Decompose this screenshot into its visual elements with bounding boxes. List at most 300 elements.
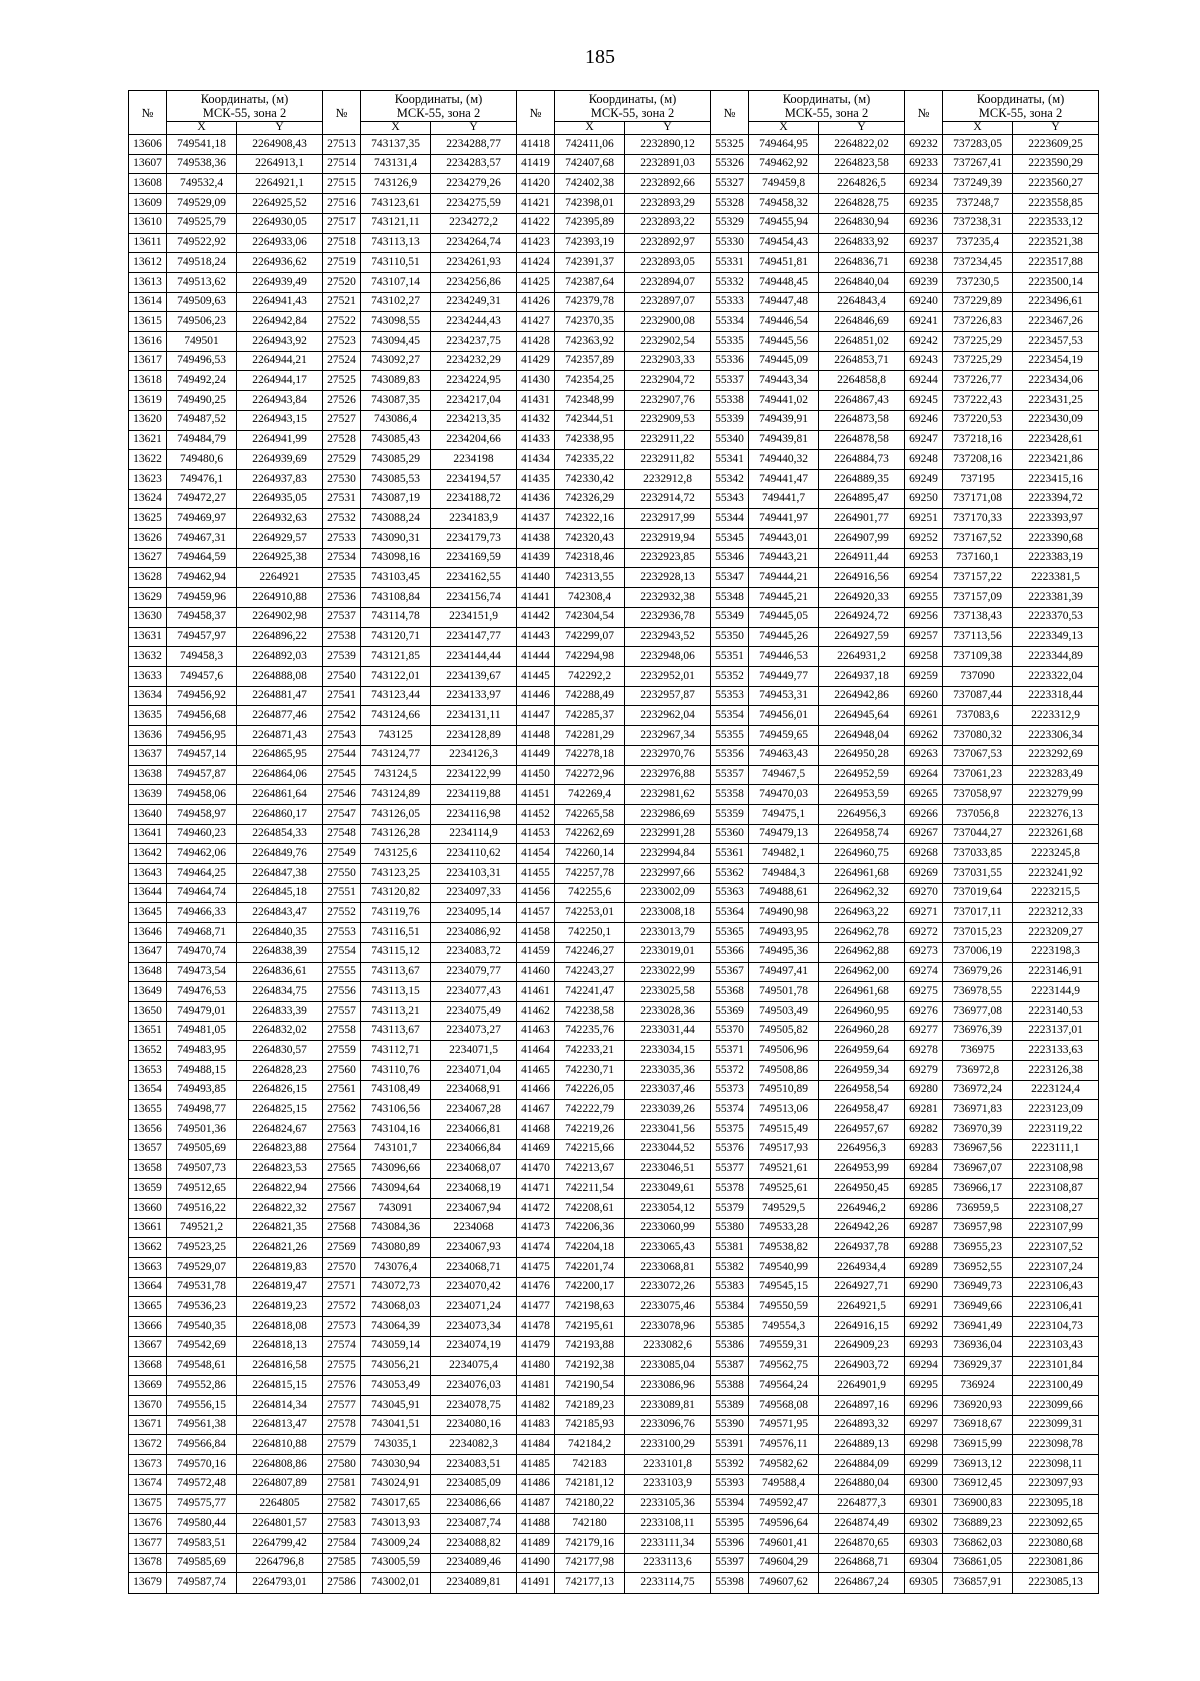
cell-point-number: 27567: [323, 1198, 361, 1218]
cell-coord-x: 742335,22: [555, 450, 625, 470]
cell-coord-x: 743091: [361, 1198, 431, 1218]
table-row: [129, 351, 1099, 371]
cell-coord-y: 2264799,42: [237, 1533, 323, 1553]
cell-coord-y: 2264865,95: [237, 745, 323, 765]
cell-point-number: 69259: [905, 666, 943, 686]
cell-coord-y: 2264946,2: [819, 1198, 905, 1218]
cell-coord-y: 2234068,07: [431, 1159, 517, 1179]
cell-coord-x: 749564,24: [749, 1376, 819, 1396]
cell-coord-y: 2223108,98: [1013, 1159, 1099, 1179]
cell-point-number: 41484: [517, 1435, 555, 1455]
cell-coord-x: 743098,16: [361, 548, 431, 568]
cell-point-number: 55344: [711, 509, 749, 529]
cell-coord-x: 743131,4: [361, 154, 431, 174]
table-row: [129, 1277, 1099, 1297]
table-row: [129, 686, 1099, 706]
cell-point-number: 55345: [711, 529, 749, 549]
table-row: [129, 1218, 1099, 1238]
cell-coord-y: 2234066,81: [431, 1120, 517, 1140]
cell-coord-x: 749571,95: [749, 1415, 819, 1435]
cell-coord-y: 2264902,98: [237, 607, 323, 627]
table-row: [129, 312, 1099, 332]
cell-coord-x: 749505,69: [167, 1139, 237, 1159]
table-row: [129, 745, 1099, 765]
cell-coord-x: 749566,84: [167, 1435, 237, 1455]
cell-point-number: 41464: [517, 1041, 555, 1061]
cell-coord-y: 2264909,23: [819, 1336, 905, 1356]
cell-coord-y: 2264818,08: [237, 1317, 323, 1337]
cell-point-number: 55340: [711, 430, 749, 450]
cell-point-number: 13639: [129, 785, 167, 805]
cell-coord-x: 749495,36: [749, 942, 819, 962]
table-row: [129, 627, 1099, 647]
cell-coord-y: 2223108,27: [1013, 1198, 1099, 1218]
header-coordinates: [361, 91, 517, 122]
cell-coord-y: 2223107,24: [1013, 1258, 1099, 1278]
cell-coord-x: 749507,73: [167, 1159, 237, 1179]
cell-coord-y: 2223099,31: [1013, 1415, 1099, 1435]
cell-coord-x: 743107,14: [361, 272, 431, 292]
cell-coord-x: 743106,56: [361, 1100, 431, 1120]
cell-point-number: 41447: [517, 706, 555, 726]
cell-coord-y: 2233044,52: [625, 1139, 711, 1159]
cell-coord-y: 2232936,78: [625, 607, 711, 627]
cell-point-number: 41460: [517, 962, 555, 982]
cell-point-number: 13621: [129, 430, 167, 450]
cell-point-number: 27559: [323, 1041, 361, 1061]
cell-coord-y: 2264822,02: [819, 135, 905, 155]
cell-coord-x: 742363,92: [555, 332, 625, 352]
cell-coord-x: 749570,16: [167, 1455, 237, 1475]
cell-point-number: 27572: [323, 1297, 361, 1317]
table-row: [129, 883, 1099, 903]
cell-point-number: 55395: [711, 1514, 749, 1534]
cell-point-number: 13660: [129, 1198, 167, 1218]
cell-coord-y: 2223279,99: [1013, 785, 1099, 805]
table-row: [129, 213, 1099, 233]
cell-coord-y: 2234067,93: [431, 1238, 517, 1258]
header-coordinates: [555, 91, 711, 122]
cell-point-number: 13611: [129, 233, 167, 253]
cell-coord-x: 749503,49: [749, 1001, 819, 1021]
cell-point-number: 69298: [905, 1435, 943, 1455]
cell-coord-x: 743110,51: [361, 253, 431, 273]
cell-point-number: 27546: [323, 785, 361, 805]
cell-coord-x: 742344,51: [555, 410, 625, 430]
cell-coord-y: 2232892,66: [625, 174, 711, 194]
cell-coord-y: 2264888,08: [237, 666, 323, 686]
cell-coord-x: 749540,99: [749, 1258, 819, 1278]
cell-point-number: 41454: [517, 844, 555, 864]
cell-coord-x: 743121,11: [361, 213, 431, 233]
cell-point-number: 13664: [129, 1277, 167, 1297]
cell-coord-x: 742204,18: [555, 1238, 625, 1258]
cell-point-number: 41430: [517, 371, 555, 391]
cell-coord-y: 2233068,81: [625, 1258, 711, 1278]
table-row: [129, 1159, 1099, 1179]
cell-point-number: 69249: [905, 469, 943, 489]
cell-point-number: 13665: [129, 1297, 167, 1317]
cell-point-number: 55357: [711, 765, 749, 785]
table-row: [129, 824, 1099, 844]
cell-point-number: 69301: [905, 1494, 943, 1514]
cell-coord-x: 749585,69: [167, 1553, 237, 1573]
cell-coord-y: 2264962,32: [819, 883, 905, 903]
cell-point-number: 55325: [711, 135, 749, 155]
cell-coord-y: 2234261,93: [431, 253, 517, 273]
cell-coord-x: 749580,44: [167, 1514, 237, 1534]
cell-point-number: 55347: [711, 568, 749, 588]
cell-coord-x: 736971,83: [943, 1100, 1013, 1120]
cell-coord-x: 749538,82: [749, 1238, 819, 1258]
table-row: [129, 1396, 1099, 1416]
cell-coord-x: 749607,62: [749, 1573, 819, 1594]
cell-coord-x: 749456,68: [167, 706, 237, 726]
cell-coord-y: 2223140,53: [1013, 1001, 1099, 1021]
cell-coord-y: 2264821,26: [237, 1238, 323, 1258]
cell-coord-x: 749538,36: [167, 154, 237, 174]
cell-coord-y: 2234086,92: [431, 923, 517, 943]
cell-point-number: 27557: [323, 1001, 361, 1021]
cell-point-number: 55359: [711, 804, 749, 824]
cell-point-number: 41433: [517, 430, 555, 450]
cell-coord-x: 743116,51: [361, 923, 431, 943]
cell-coord-y: 2232970,76: [625, 745, 711, 765]
cell-coord-x: 736929,37: [943, 1356, 1013, 1376]
cell-coord-x: 743084,36: [361, 1218, 431, 1238]
cell-coord-x: 742260,14: [555, 844, 625, 864]
cell-point-number: 55362: [711, 864, 749, 884]
cell-coord-x: 743094,45: [361, 332, 431, 352]
table-row: [129, 844, 1099, 864]
cell-coord-y: 2234122,99: [431, 765, 517, 785]
cell-coord-y: 2234279,26: [431, 174, 517, 194]
cell-coord-y: 2264823,58: [819, 154, 905, 174]
cell-point-number: 41490: [517, 1553, 555, 1573]
cell-point-number: 69291: [905, 1297, 943, 1317]
cell-coord-y: 2234073,27: [431, 1021, 517, 1041]
cell-point-number: 69277: [905, 1021, 943, 1041]
table-row: [129, 568, 1099, 588]
cell-point-number: 41466: [517, 1080, 555, 1100]
cell-point-number: 13638: [129, 765, 167, 785]
cell-coord-y: 2264880,04: [819, 1474, 905, 1494]
table-row: [129, 469, 1099, 489]
cell-coord-x: 737235,4: [943, 233, 1013, 253]
cell-point-number: 41458: [517, 923, 555, 943]
cell-coord-x: 742348,99: [555, 391, 625, 411]
cell-coord-x: 749510,89: [749, 1080, 819, 1100]
cell-point-number: 69295: [905, 1376, 943, 1396]
cell-coord-x: 749540,35: [167, 1317, 237, 1337]
cell-coord-y: 2232919,94: [625, 529, 711, 549]
cell-point-number: 69303: [905, 1533, 943, 1553]
cell-coord-y: 2223344,89: [1013, 647, 1099, 667]
cell-point-number: 69263: [905, 745, 943, 765]
cell-point-number: 41461: [517, 982, 555, 1002]
header-y: Y: [237, 122, 323, 135]
cell-coord-x: 743087,19: [361, 489, 431, 509]
header-x: X: [361, 122, 431, 135]
cell-coord-y: 2232932,38: [625, 588, 711, 608]
cell-point-number: 69260: [905, 686, 943, 706]
cell-point-number: 13607: [129, 154, 167, 174]
cell-point-number: 55364: [711, 903, 749, 923]
cell-coord-x: 742391,37: [555, 253, 625, 273]
cell-coord-y: 2264849,76: [237, 844, 323, 864]
cell-point-number: 13629: [129, 588, 167, 608]
cell-coord-y: 2264956,3: [819, 1139, 905, 1159]
cell-point-number: 69267: [905, 824, 943, 844]
cell-point-number: 41426: [517, 292, 555, 312]
header-x: X: [943, 122, 1013, 135]
cell-coord-y: 2264961,68: [819, 982, 905, 1002]
cell-point-number: 13670: [129, 1396, 167, 1416]
table-row: [129, 726, 1099, 746]
cell-coord-x: 749536,23: [167, 1297, 237, 1317]
cell-coord-x: 749444,21: [749, 568, 819, 588]
cell-coord-y: 2223383,19: [1013, 548, 1099, 568]
cell-coord-x: 742177,13: [555, 1573, 625, 1594]
cell-point-number: 55331: [711, 253, 749, 273]
cell-point-number: 69273: [905, 942, 943, 962]
cell-coord-x: 749464,74: [167, 883, 237, 903]
cell-point-number: 41436: [517, 489, 555, 509]
cell-coord-y: 2264937,18: [819, 666, 905, 686]
cell-coord-y: 2234095,14: [431, 903, 517, 923]
table-row: [129, 864, 1099, 884]
cell-point-number: 55339: [711, 410, 749, 430]
cell-point-number: 41487: [517, 1494, 555, 1514]
cell-coord-y: 2264933,06: [237, 233, 323, 253]
cell-coord-x: 749588,4: [749, 1474, 819, 1494]
cell-point-number: 55382: [711, 1258, 749, 1278]
cell-coord-x: 736941,49: [943, 1317, 1013, 1337]
table-row: [129, 194, 1099, 214]
cell-point-number: 41459: [517, 942, 555, 962]
cell-coord-x: 749496,53: [167, 351, 237, 371]
cell-coord-x: 749533,28: [749, 1218, 819, 1238]
cell-coord-x: 742253,01: [555, 903, 625, 923]
cell-coord-x: 749604,29: [749, 1553, 819, 1573]
cell-point-number: 55389: [711, 1396, 749, 1416]
cell-coord-x: 749457,6: [167, 666, 237, 686]
cell-point-number: 55342: [711, 469, 749, 489]
cell-coord-y: 2264943,15: [237, 410, 323, 430]
cell-coord-y: 2223100,49: [1013, 1376, 1099, 1396]
cell-point-number: 55351: [711, 647, 749, 667]
cell-point-number: 41422: [517, 213, 555, 233]
cell-coord-x: 749451,81: [749, 253, 819, 273]
cell-point-number: 69299: [905, 1455, 943, 1475]
table-row: [129, 1041, 1099, 1061]
cell-coord-y: 2264813,47: [237, 1415, 323, 1435]
cell-coord-x: 737208,16: [943, 450, 1013, 470]
cell-coord-x: 749513,06: [749, 1100, 819, 1120]
cell-point-number: 41481: [517, 1376, 555, 1396]
table-row: [129, 509, 1099, 529]
cell-coord-x: 749497,41: [749, 962, 819, 982]
cell-coord-x: 737113,56: [943, 627, 1013, 647]
cell-point-number: 13625: [129, 509, 167, 529]
cell-point-number: 27578: [323, 1415, 361, 1435]
cell-coord-y: 2234204,66: [431, 430, 517, 450]
cell-coord-x: 749445,05: [749, 607, 819, 627]
cell-coord-x: 736949,73: [943, 1277, 1013, 1297]
cell-point-number: 13637: [129, 745, 167, 765]
cell-point-number: 13677: [129, 1533, 167, 1553]
cell-point-number: 41483: [517, 1415, 555, 1435]
cell-point-number: 13635: [129, 706, 167, 726]
cell-coord-y: 2223111,1: [1013, 1139, 1099, 1159]
cell-point-number: 69244: [905, 371, 943, 391]
cell-coord-y: 2264819,23: [237, 1297, 323, 1317]
cell-coord-x: 742201,74: [555, 1258, 625, 1278]
cell-coord-x: 742206,36: [555, 1218, 625, 1238]
table-row: [129, 1455, 1099, 1475]
cell-point-number: 69278: [905, 1041, 943, 1061]
cell-point-number: 13652: [129, 1041, 167, 1061]
cell-coord-x: 742179,16: [555, 1533, 625, 1553]
cell-coord-x: 742226,05: [555, 1080, 625, 1100]
cell-coord-x: 742219,26: [555, 1120, 625, 1140]
cell-point-number: 27516: [323, 194, 361, 214]
cell-coord-x: 736959,5: [943, 1198, 1013, 1218]
cell-coord-y: 2264823,53: [237, 1159, 323, 1179]
cell-coord-y: 2233034,15: [625, 1041, 711, 1061]
cell-point-number: 55380: [711, 1218, 749, 1238]
cell-coord-x: 737226,83: [943, 312, 1013, 332]
cell-point-number: 41427: [517, 312, 555, 332]
cell-point-number: 27540: [323, 666, 361, 686]
cell-point-number: 41469: [517, 1139, 555, 1159]
header-y: Y: [1013, 122, 1099, 135]
cell-coord-x: 743059,14: [361, 1336, 431, 1356]
cell-coord-x: 749518,24: [167, 253, 237, 273]
cell-point-number: 55391: [711, 1435, 749, 1455]
cell-coord-x: 749552,86: [167, 1376, 237, 1396]
cell-point-number: 41442: [517, 607, 555, 627]
cell-coord-x: 742387,64: [555, 272, 625, 292]
cell-coord-y: 2232962,04: [625, 706, 711, 726]
cell-coord-x: 749506,23: [167, 312, 237, 332]
cell-point-number: 69274: [905, 962, 943, 982]
cell-coord-y: 2234264,74: [431, 233, 517, 253]
cell-point-number: 41474: [517, 1238, 555, 1258]
cell-point-number: 41439: [517, 548, 555, 568]
cell-point-number: 41432: [517, 410, 555, 430]
table-row: [129, 529, 1099, 549]
cell-coord-y: 2223349,13: [1013, 627, 1099, 647]
cell-coord-x: 742190,54: [555, 1376, 625, 1396]
cell-point-number: 69289: [905, 1258, 943, 1278]
cell-coord-y: 2264854,33: [237, 824, 323, 844]
cell-coord-y: 2232914,72: [625, 489, 711, 509]
cell-point-number: 55366: [711, 942, 749, 962]
cell-point-number: 13642: [129, 844, 167, 864]
cell-coord-y: 2234249,31: [431, 292, 517, 312]
cell-point-number: 55352: [711, 666, 749, 686]
cell-coord-x: 743120,82: [361, 883, 431, 903]
cell-coord-x: 743123,61: [361, 194, 431, 214]
cell-point-number: 69283: [905, 1139, 943, 1159]
cell-coord-y: 2264822,94: [237, 1179, 323, 1199]
table-row: [129, 706, 1099, 726]
cell-point-number: 69300: [905, 1474, 943, 1494]
cell-coord-x: 742262,69: [555, 824, 625, 844]
cell-coord-y: 2232904,72: [625, 371, 711, 391]
cell-coord-x: 742230,71: [555, 1061, 625, 1081]
cell-coord-x: 749542,69: [167, 1336, 237, 1356]
cell-point-number: 13659: [129, 1179, 167, 1199]
cell-coord-x: 749441,47: [749, 469, 819, 489]
cell-coord-x: 749523,25: [167, 1238, 237, 1258]
cell-point-number: 13623: [129, 469, 167, 489]
cell-coord-y: 2232903,33: [625, 351, 711, 371]
cell-coord-x: 742211,54: [555, 1179, 625, 1199]
cell-coord-y: 2223283,49: [1013, 765, 1099, 785]
cell-point-number: 69240: [905, 292, 943, 312]
cell-coord-x: 749479,01: [167, 1001, 237, 1021]
cell-coord-x: 737087,44: [943, 686, 1013, 706]
cell-coord-y: 2233089,81: [625, 1396, 711, 1416]
cell-coord-y: 2264958,47: [819, 1100, 905, 1120]
cell-coord-y: 2264901,77: [819, 509, 905, 529]
cell-coord-x: 736889,23: [943, 1514, 1013, 1534]
cell-point-number: 27530: [323, 469, 361, 489]
cell-point-number: 55398: [711, 1573, 749, 1594]
cell-point-number: 55381: [711, 1238, 749, 1258]
cell-point-number: 27550: [323, 864, 361, 884]
cell-coord-x: 749470,03: [749, 785, 819, 805]
cell-point-number: 69266: [905, 804, 943, 824]
cell-coord-y: 2264889,13: [819, 1435, 905, 1455]
cell-coord-y: 2234077,43: [431, 982, 517, 1002]
cell-point-number: 69257: [905, 627, 943, 647]
cell-coord-x: 737083,6: [943, 706, 1013, 726]
cell-coord-x: 749550,59: [749, 1297, 819, 1317]
cell-point-number: 55378: [711, 1179, 749, 1199]
cell-point-number: 27532: [323, 509, 361, 529]
cell-coord-x: 749545,15: [749, 1277, 819, 1297]
cell-coord-x: 749443,01: [749, 529, 819, 549]
cell-coord-x: 743124,5: [361, 765, 431, 785]
cell-coord-x: 743102,27: [361, 292, 431, 312]
cell-coord-y: 2234073,34: [431, 1317, 517, 1337]
cell-point-number: 27581: [323, 1474, 361, 1494]
cell-coord-y: 2264826,5: [819, 174, 905, 194]
cell-coord-y: 2234070,42: [431, 1277, 517, 1297]
cell-coord-x: 736977,08: [943, 1001, 1013, 1021]
cell-coord-y: 2234068,71: [431, 1258, 517, 1278]
cell-coord-x: 737225,29: [943, 332, 1013, 352]
cell-coord-y: 2232967,34: [625, 726, 711, 746]
cell-coord-y: 2264959,64: [819, 1041, 905, 1061]
cell-point-number: 41435: [517, 469, 555, 489]
cell-point-number: 69269: [905, 864, 943, 884]
cell-point-number: 55333: [711, 292, 749, 312]
cell-point-number: 55343: [711, 489, 749, 509]
header-number: №: [905, 91, 943, 135]
cell-point-number: 55386: [711, 1336, 749, 1356]
cell-point-number: 27571: [323, 1277, 361, 1297]
cell-point-number: 41482: [517, 1396, 555, 1416]
cell-coord-y: 2232894,07: [625, 272, 711, 292]
cell-coord-y: 2264877,46: [237, 706, 323, 726]
cell-coord-y: 2223430,09: [1013, 410, 1099, 430]
cell-point-number: 55393: [711, 1474, 749, 1494]
cell-coord-y: 2234131,11: [431, 706, 517, 726]
